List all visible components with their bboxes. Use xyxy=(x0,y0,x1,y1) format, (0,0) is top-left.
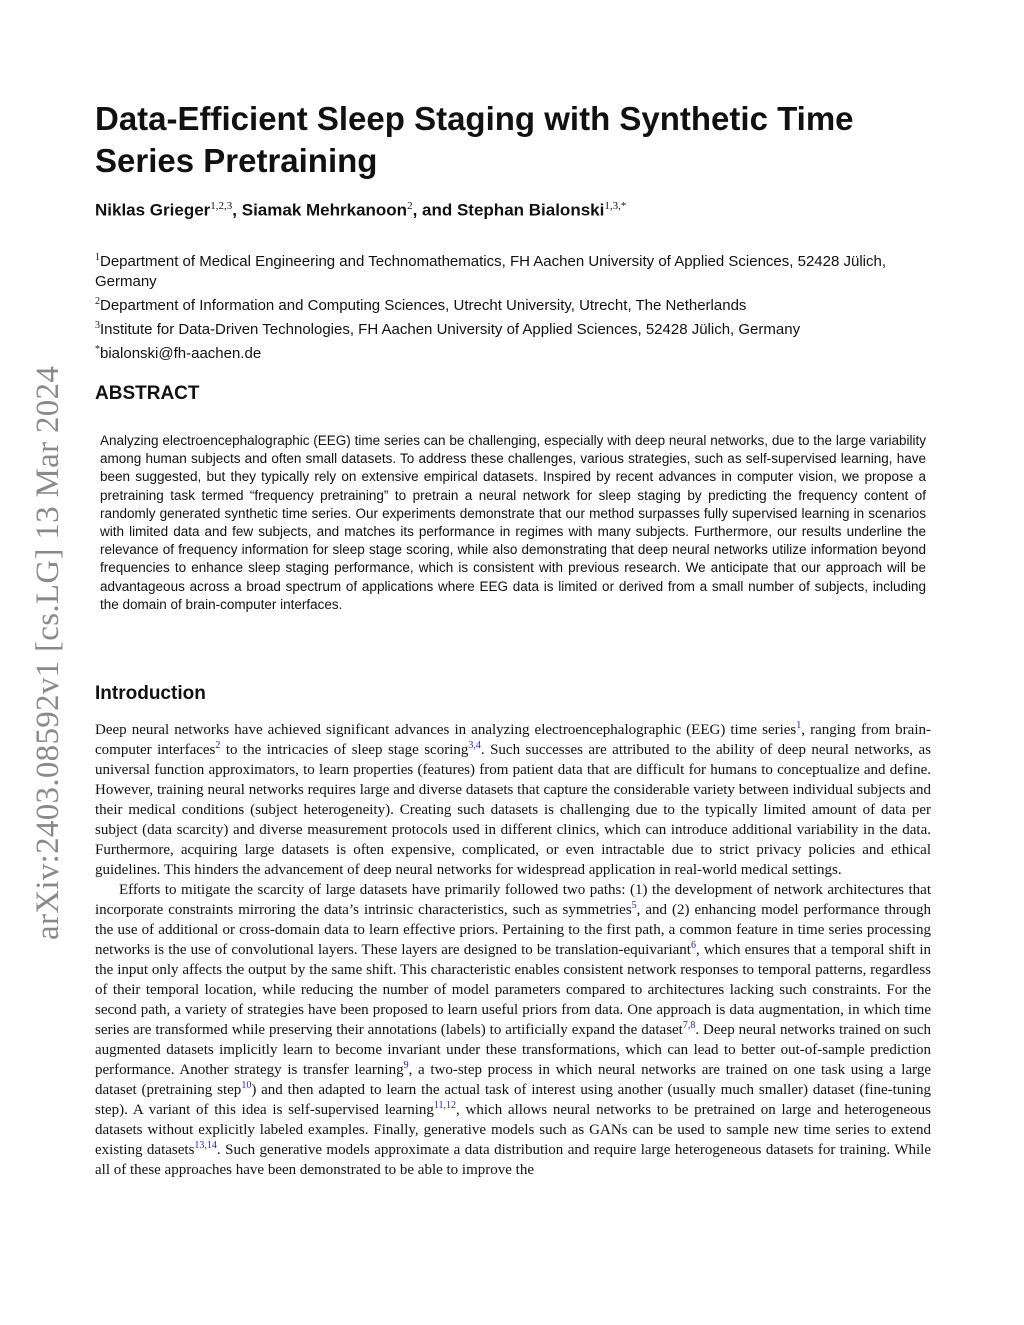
affiliation-marker: 3 xyxy=(95,320,100,331)
paragraph-text: . Deep neural networks trained on such augmented datasets implicitly learn to become invariant under these transformations, which can lead to better out-of-sample prediction performance. Another strategy is transfer learning xyxy=(95,1022,931,1078)
affiliation-item xyxy=(95,292,931,316)
introduction-paragraph xyxy=(95,880,931,1180)
affiliation-text: Department of Medical Engineering and Technomathematics, FH Aachen University of Applied Sciences, 52428 Jülich, Germany xyxy=(95,253,886,290)
author-affiliation-marker: 1,2,3 xyxy=(210,200,233,212)
affiliation-text: bialonski@fh-aachen.de xyxy=(100,345,262,362)
author-name: Stephan Bialonski xyxy=(456,200,605,220)
abstract-text: Analyzing electroencephalographic (EEG) time series can be challenging, especially with deep neural networks, due to the large variability among human subjects and often small datasets. To address these challenges, various strategies, such as self-supervised learning, have been suggested, but they typically rely on extensive empirical datasets. Inspired by recent advances in computer vision, we propose a pretraining task termed “frequency pretraining” to pretrain a neural network for sleep staging by predicting the frequency content of randomly generated synthetic time series. Our experiments demonstrate that our method surpasses fully supervised learning in scenarios with limited data and few subjects, and matches its performance in regimes with many subjects. Furthermore, our results underline the relevance of frequency information for sleep stage scoring, while also demonstrating that deep neural networks utilize information beyond frequencies to enhance sleep staging performance, which is consistent with previous research. We anticipate that our approach will be advantageous across a broad spectrum of applications where EEG data is limited or derived from a small number of subjects, including the domain of brain-computer interfaces. xyxy=(100,433,926,612)
paragraph-text: ) and then adapted to learn the actual task of interest using another (usually much smaller) dataset (fine-tuning step). A variant of this idea is self-supervised learning xyxy=(95,1082,931,1118)
paragraph-text: , ranging from brain-computer interfaces xyxy=(95,722,931,758)
introduction-heading: Introduction xyxy=(95,683,206,704)
affiliation-marker: * xyxy=(95,344,100,355)
paragraph-text: to the intricacies of sleep stage scoring xyxy=(220,742,469,758)
affiliation-text: Department of Information and Computing Sciences, Utrecht University, Utrecht, The Netherlands xyxy=(100,297,747,314)
introduction-body xyxy=(95,720,931,1180)
paragraph-text: , and (2) enhancing model performance through the use of additional or cross-domain data to learn effective priors. Pertaining to the first path, a common feature in time series processing networks is the use of convolutional layers. These layers are designed to be translation-equivariant xyxy=(95,902,931,958)
paragraph-text: , a two-step process in which neural networks are trained on one task using a large dataset (pretraining step xyxy=(95,1062,931,1098)
citation-link[interactable]: 6 xyxy=(690,940,696,951)
paragraph-text: Deep neural networks have achieved significant advances in analyzing electroencephalographic (EEG) time series xyxy=(95,722,797,738)
introduction-paragraph xyxy=(95,720,931,880)
citation-link[interactable]: 11,12 xyxy=(433,1100,457,1111)
author-affiliation-marker: 1,3,* xyxy=(604,200,627,212)
corresponding-email[interactable] xyxy=(95,340,931,364)
abstract-heading: ABSTRACT xyxy=(95,383,200,404)
author-separator: , and xyxy=(412,200,457,220)
citation-link[interactable]: 1 xyxy=(796,720,802,731)
citation-link[interactable]: 7,8 xyxy=(682,1020,696,1031)
citation-link[interactable]: 2 xyxy=(215,740,221,751)
affiliations xyxy=(95,248,931,364)
citation-link[interactable]: 13,14 xyxy=(194,1140,217,1151)
author-list xyxy=(95,200,626,221)
paragraph-text: . Such generative models approximate a data distribution and require large heterogeneous datasets for training. While all of these approaches have been demonstrated to be able to improve the xyxy=(95,1142,931,1178)
author-name: Niklas Grieger xyxy=(95,200,211,220)
paper-title: Data-Efficient Sleep Staging with Synthetic Time Series Pretraining xyxy=(95,100,854,179)
paragraph-text: . Such successes are attributed to the ability of deep neural networks, as universal function approximators, to learn properties (features) from patient data that are difficult for humans to conceptualize and define. However, training neural networks requires large and diverse datasets that capture the considerable variety between individual subjects and their medical conditions (subject heterogeneity). Creating such datasets is challenging due to the typically limited amount of data per subject (data scarcity) and diverse measurement protocols used in different clinics, which can introduce additional variability in the data. Furthermore, acquiring large datasets is often expensive, complicated, or even intractable due to strict privacy policies and ethical guidelines. This hinders the advancement of deep neural networks for widespread application in real-world medical settings. xyxy=(95,742,931,878)
citation-link[interactable]: 5 xyxy=(631,900,637,911)
citation-link[interactable]: 3,4 xyxy=(468,740,481,751)
affiliation-marker: 2 xyxy=(95,296,100,307)
citation-link[interactable]: 9 xyxy=(403,1060,409,1071)
author-separator: , xyxy=(232,200,242,220)
affiliation-item xyxy=(95,316,931,340)
affiliation-text: Institute for Data-Driven Technologies, FH Aachen University of Applied Sciences, 52428 Jülich, Germany xyxy=(100,321,801,338)
citation-link[interactable]: 10 xyxy=(241,1080,252,1091)
author-name: Siamak Mehrkanoon xyxy=(241,200,408,220)
paragraph-text: , which ensures that a temporal shift in the input only affects the output by the same shift. This characteristic enables consistent network responses to temporal patterns, regardless of their temporal location, while reducing the number of model parameters compared to architectures lacking such constraints. For the second path, a variety of strategies have been proposed to learn useful priors from data. One approach is data augmentation, in which time series are transformed while preserving their annotations (labels) to artificially expand the dataset xyxy=(95,942,931,1038)
author-affiliation-marker: 2 xyxy=(407,200,413,212)
paragraph-text: Efforts to mitigate the scarcity of large datasets have primarily followed two paths: (1) the development of network architectures that incorporate constraints mirroring the data’s intrinsic characteristics, such as symmetries xyxy=(95,882,931,918)
arxiv-identifier-stamp: arXiv:2403.08592v1 [cs.LG] 13 Mar 2024 xyxy=(30,365,66,940)
affiliation-item xyxy=(95,248,931,292)
paragraph-text: , which allows neural networks to be pretrained on large and heterogeneous datasets without explicitly labeled examples. Finally, generative models such as GANs can be used to sample new time series to extend existing datasets xyxy=(95,1102,931,1158)
affiliation-marker: 1 xyxy=(95,252,100,263)
